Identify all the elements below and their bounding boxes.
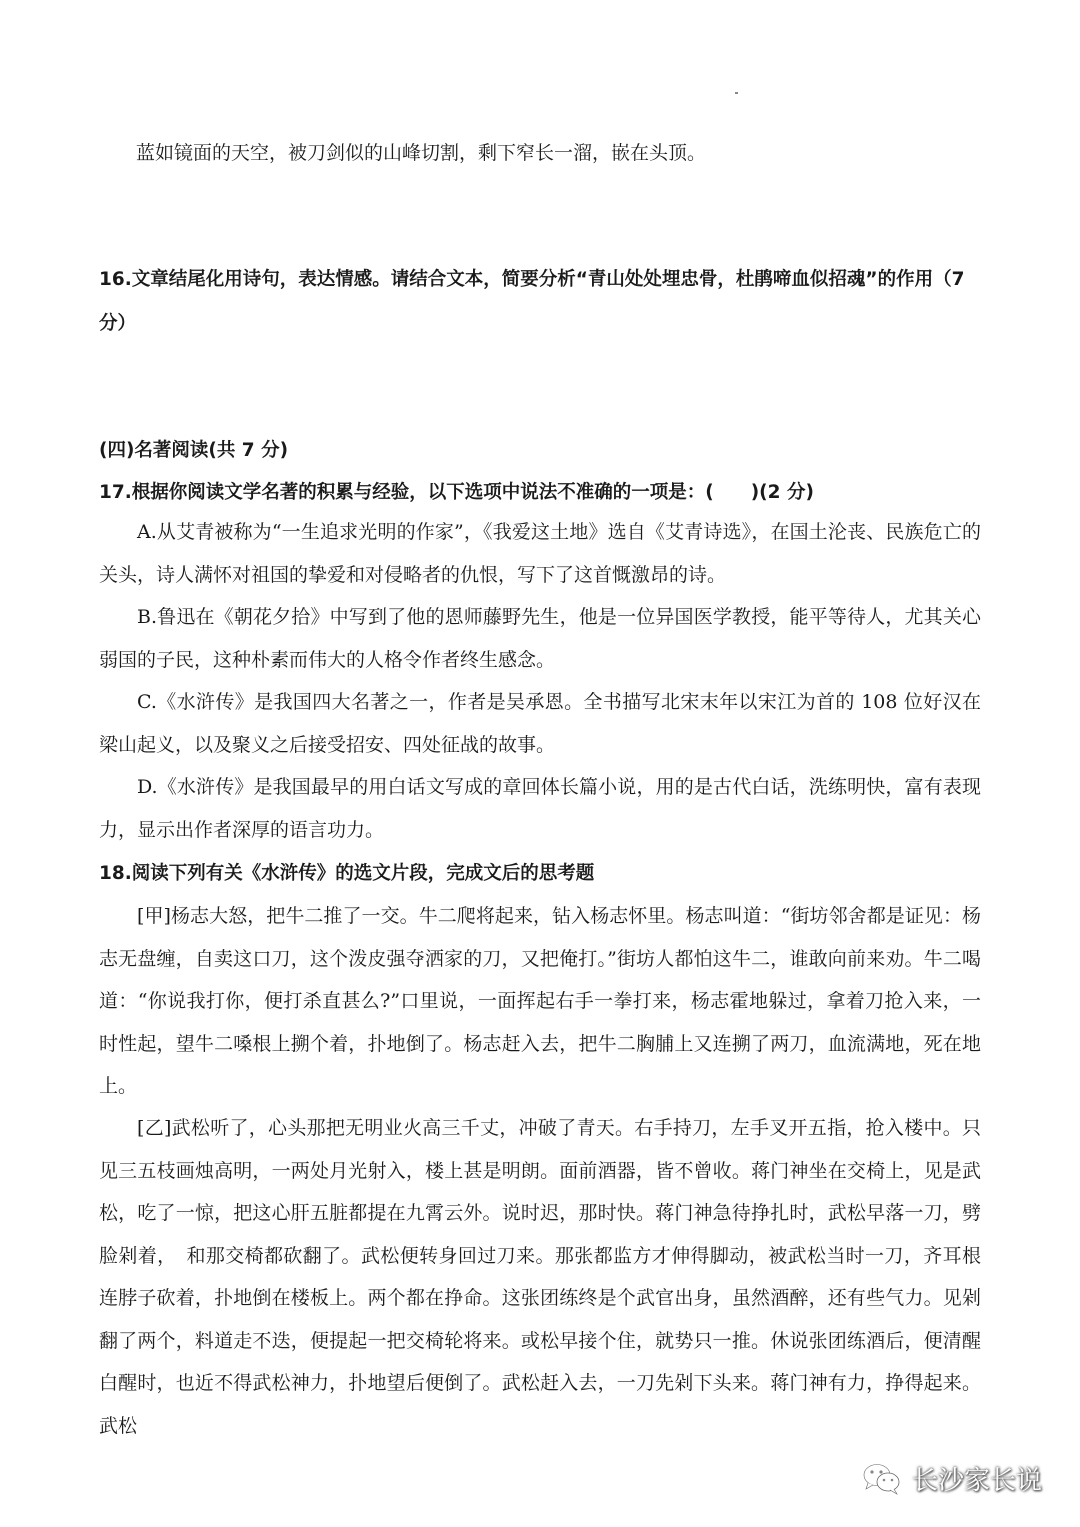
question-16-line-1: 16.文章结尾化用诗句，表达情感。请结合文本，简要分析“青山处处埋忠骨，杜鹃啼血似招魂”的作用（7 [99,269,965,290]
question-17-stem: 17.根据你阅读文学名著的积累与经验，以下选项中说法不准确的一项是：( )(2 分) [99,482,814,503]
passage-line: 蓝如镜面的天空，被刀剑似的山峰切割，剩下窄长一溜，嵌在头顶。 [136,142,707,164]
question-16-line-2: 分） [99,313,137,334]
question-18-stem: 18.阅读下列有关《水浒传》的选文片段，完成文后的思考题 [99,863,595,884]
question-17-option-c: C.《水浒传》是我国四大名著之一，作者是吴承恩。全书描写北宋末年以宋江为首的 108 位好汉在梁山起义，以及聚义之后接受招安、四处征战的故事。 [99,691,981,756]
watermark-text: 长沙家长说 [911,1466,1042,1496]
scan-speck [735,92,738,94]
question-17-option-d: D.《水浒传》是我国最早的用白话文写成的章回体长篇小说，用的是古代白话，洗练明快，富有表现力，显示出作者深厚的语言功力。 [99,776,981,841]
watermark [862,1460,1042,1497]
excerpt-yi: [乙]武松听了，心头那把无明业火高三千丈，冲破了青天。右手持刀，左手叉开五指，抢入楼中。只见三五枝画烛高明，一两处月光射入，楼上甚是明朗。面前酒器，皆不曾收。蒋门神坐在交椅上，见是武松，吃了一惊，把这心肝五脏都提在九霄云外。说时迟，那时快。蒋门神急待挣扎时，武松早落一刀，劈脸剁着， 和那交椅都砍翻了。武松便转身回过刀来。那张都监方才伸得脚动，被武松当时一刀，齐耳根连脖子砍着，扑地倒在楼板上。两个都在挣命。这张团练终是个武官出身，虽然酒醉，还有些气力。见剁翻了两个，料道走不迭，便提起一把交椅轮将来。或松早接个住，就势只一推。休说张团练酒后，便清醒白醒时，也近不得武松神力，扑地望后便倒了。武松赶入去，一刀先剁下头来。蒋门神有力，挣得起来。武松 [99,1117,981,1437]
section-4-title: (四)名著阅读(共 7 分) [99,440,289,461]
excerpt-jia: [甲]杨志大怒，把牛二推了一交。牛二爬将起来，钻入杨志怀里。杨志叫道：“街坊邻舍都是证见：杨志无盘缠，自卖这口刀，这个泼皮强夺洒家的刀，又把俺打。”街坊人都怕这牛二，谁敢向前来劝。牛二喝道：“你说我打你，便打杀直甚么?”口里说，一面挥起右手一拳打来，杨志霍地躲过，拿着刀抢入来，一时性起，望牛二嗓根上搠个着，扑地倒了。杨志赶入去，把牛二胸脯上又连搠了两刀，血流满地，死在地上。 [99,905,981,1097]
question-17-option-a: A.从艾青被称为“一生追求光明的作家”，《我爱这土地》选自《艾青诗选》，在国土沦丧、民族危亡的关头，诗人满怀对祖国的挚爱和对侵略者的仇恨，写下了这首慨激昂的诗。 [99,521,981,586]
wechat-icon [862,1462,902,1496]
question-17-option-b: B.鲁迅在《朝花夕拾》中写到了他的恩师藤野先生，他是一位异国医学教授，能平等待人，尤其关心弱国的子民，这种朴素而伟大的人格令作者终生感念。 [99,606,981,671]
